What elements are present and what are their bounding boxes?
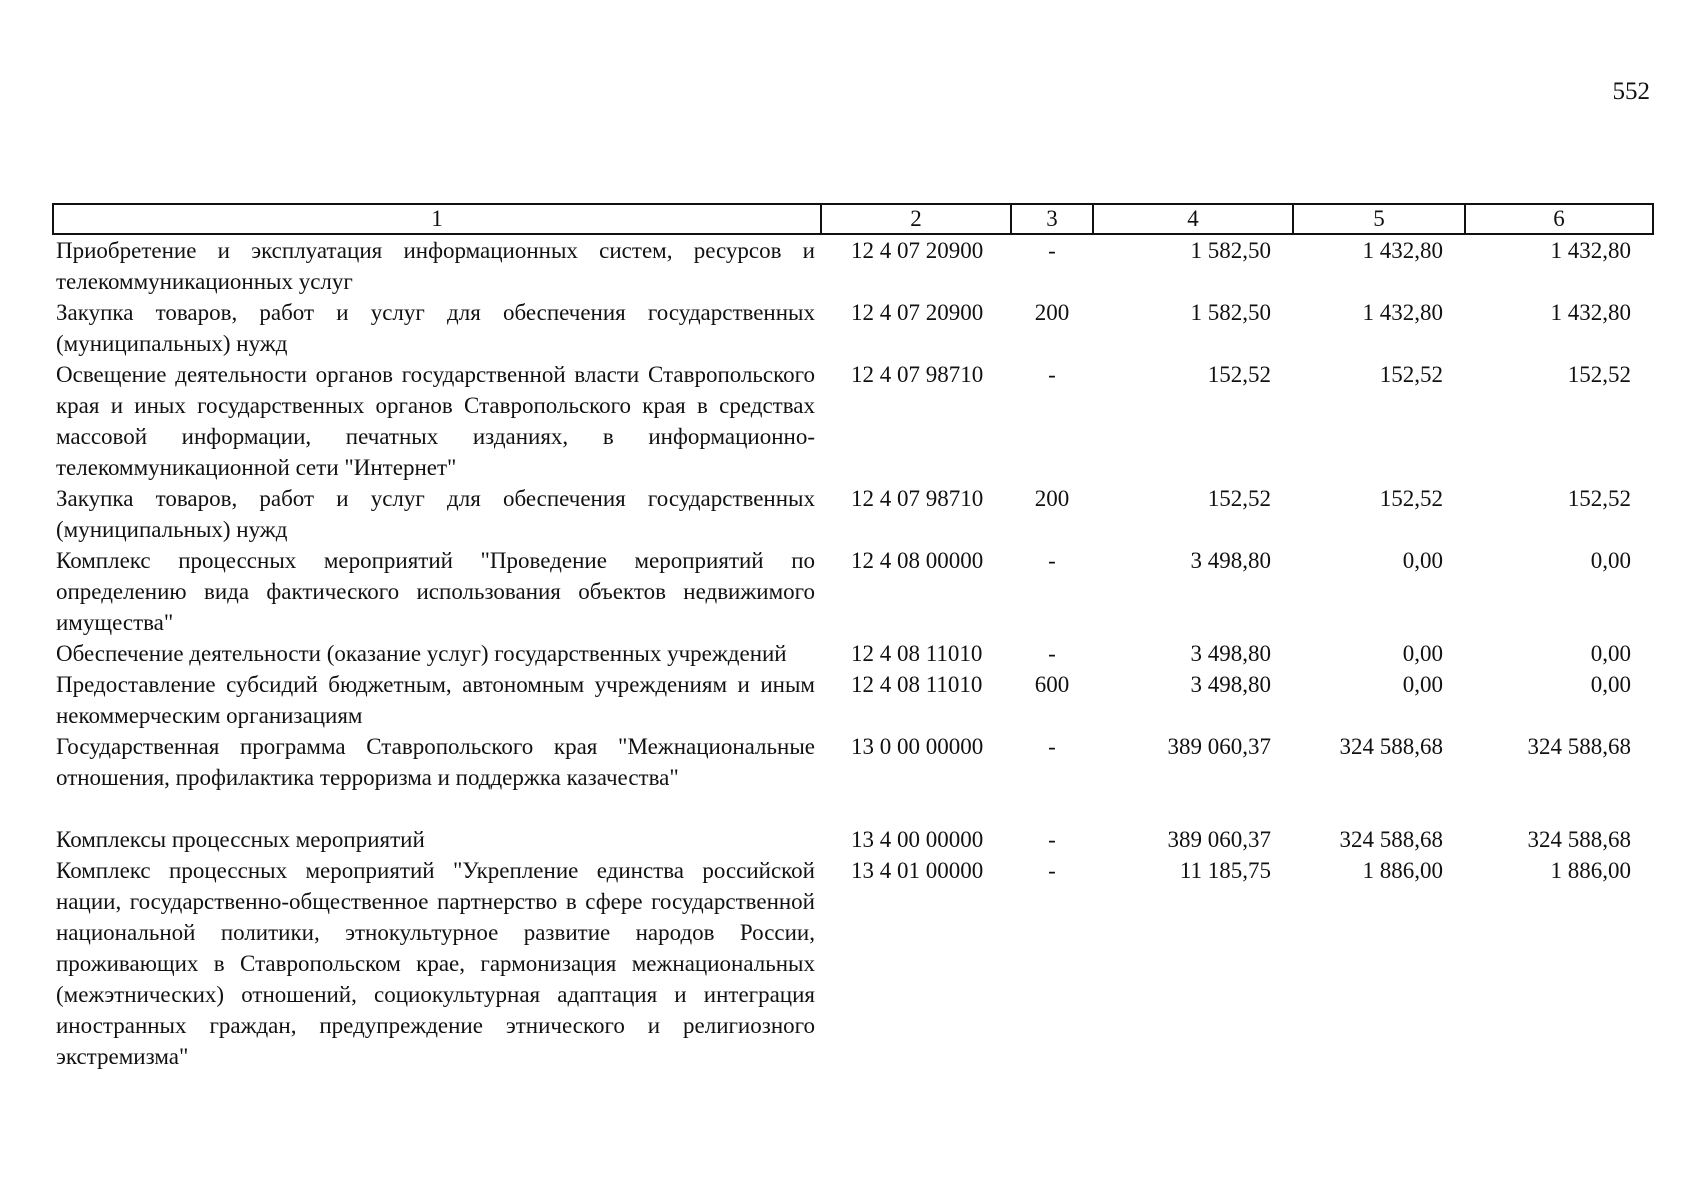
row-name: Комплекс процессных мероприятий "Укрепление единства российской нации, государственно-общественное партнерство в сфере государственной национальной политики, этнокультурное развитие народов России, проживающих в Ставропольском крае, гармонизация межнациональных (межэтнических) отношений, социокультурная адаптация и интеграция иностранных граждан, предупреждение этнического и религиозного экстремизма": [56, 858, 815, 1069]
row-value-6: 152,52: [1567, 362, 1631, 387]
row-value-5: 152,52: [1379, 486, 1443, 511]
column-header: 4: [1093, 204, 1293, 234]
row-name: Освещение деятельности органов государственной власти Ставропольского края и иных государственных органов Ставропольского края в средствах массовой информации, печатных изданиях, в информационно-телекоммуникационной сети "Интернет": [56, 362, 815, 480]
row-value-4: 1 582,50: [1190, 300, 1271, 325]
row-kind: 600: [1034, 672, 1070, 697]
row-kind: -: [1048, 734, 1056, 759]
table-row: [53, 669, 1653, 731]
row-kind: -: [1048, 827, 1056, 852]
row-kind: 200: [1034, 300, 1070, 325]
column-header: 1: [53, 204, 821, 234]
row-value-4: 1 582,50: [1190, 238, 1271, 263]
row-name: Комплекс процессных мероприятий "Проведение мероприятий по определению вида фактического использования объектов недвижимого имущества": [56, 548, 815, 635]
row-value-4: 3 498,80: [1190, 641, 1271, 666]
row-value-5: 1 432,80: [1362, 238, 1443, 263]
header-row: [53, 204, 1653, 234]
row-kind: -: [1048, 362, 1056, 387]
row-name: Предоставление субсидий бюджетным, автономным учреждениям и иным некоммерческим организациям: [56, 672, 815, 728]
row-name: Обеспечение деятельности (оказание услуг) государственных учреждений: [56, 641, 787, 666]
table-row: [53, 545, 1653, 638]
row-value-6: 1 432,80: [1550, 238, 1631, 263]
row-name: Государственная программа Ставропольского края "Межнациональные отношения, профилактика терроризма и поддержка казачества": [56, 734, 815, 790]
table-row: [53, 234, 1653, 297]
page-number: 552: [1612, 78, 1650, 105]
table-row: [53, 359, 1653, 483]
row-code: 12 4 08 11010: [851, 641, 983, 666]
row-code: 12 4 07 98710: [851, 486, 984, 511]
row-code: 13 4 00 00000: [851, 827, 984, 852]
row-code: 12 4 07 20900: [851, 238, 984, 263]
row-value-5: 0,00: [1402, 641, 1443, 666]
row-value-5: 0,00: [1402, 548, 1443, 573]
table-row: [53, 824, 1653, 855]
row-code: 13 0 00 00000: [851, 734, 984, 759]
row-name: Закупка товаров, работ и услуг для обеспечения государственных (муниципальных) нужд: [56, 486, 815, 542]
row-value-4: 389 060,37: [1167, 734, 1271, 759]
row-value-4: 3 498,80: [1190, 672, 1271, 697]
row-name: Комплексы процессных мероприятий: [56, 827, 425, 852]
row-value-6: 0,00: [1590, 672, 1631, 697]
row-value-6: 0,00: [1590, 548, 1631, 573]
row-code: 12 4 07 20900: [851, 300, 984, 325]
row-code: 12 4 08 11010: [851, 672, 983, 697]
column-header: 5: [1293, 204, 1465, 234]
column-header: 3: [1011, 204, 1093, 234]
table-row: [53, 731, 1653, 824]
row-value-5: 152,52: [1379, 362, 1443, 387]
row-value-5: 1 432,80: [1362, 300, 1443, 325]
row-value-4: 3 498,80: [1190, 548, 1271, 573]
row-value-5: 0,00: [1402, 672, 1443, 697]
budget-table: [52, 203, 1654, 1072]
row-value-4: 389 060,37: [1167, 827, 1271, 852]
row-value-4: 152,52: [1207, 362, 1271, 387]
row-value-6: 1 886,00: [1550, 858, 1631, 883]
table-row: [53, 483, 1653, 545]
row-value-4: 11 185,75: [1179, 858, 1271, 883]
row-value-4: 152,52: [1207, 486, 1271, 511]
column-header: 2: [821, 204, 1011, 234]
row-kind: -: [1048, 238, 1056, 263]
row-kind: -: [1048, 548, 1056, 573]
row-name: Приобретение и эксплуатация информационных систем, ресурсов и телекоммуникационных услуг: [56, 238, 815, 294]
row-code: 13 4 01 00000: [851, 858, 984, 883]
row-value-6: 0,00: [1590, 641, 1631, 666]
table-row: [53, 638, 1653, 669]
row-kind: 200: [1034, 486, 1070, 511]
row-kind: -: [1048, 858, 1056, 883]
row-code: 12 4 07 98710: [851, 362, 984, 387]
table-row: [53, 297, 1653, 359]
row-value-5: 1 886,00: [1362, 858, 1443, 883]
row-code: 12 4 08 00000: [851, 548, 984, 573]
table-row: [53, 855, 1653, 1072]
row-name: Закупка товаров, работ и услуг для обеспечения государственных (муниципальных) нужд: [56, 300, 815, 356]
column-header: 6: [1465, 204, 1653, 234]
row-value-6: 1 432,80: [1550, 300, 1631, 325]
row-value-6: 324 588,68: [1527, 827, 1631, 852]
row-value-5: 324 588,68: [1339, 734, 1443, 759]
row-value-6: 152,52: [1567, 486, 1631, 511]
row-value-6: 324 588,68: [1527, 734, 1631, 759]
row-kind: -: [1048, 641, 1056, 666]
row-value-5: 324 588,68: [1339, 827, 1443, 852]
